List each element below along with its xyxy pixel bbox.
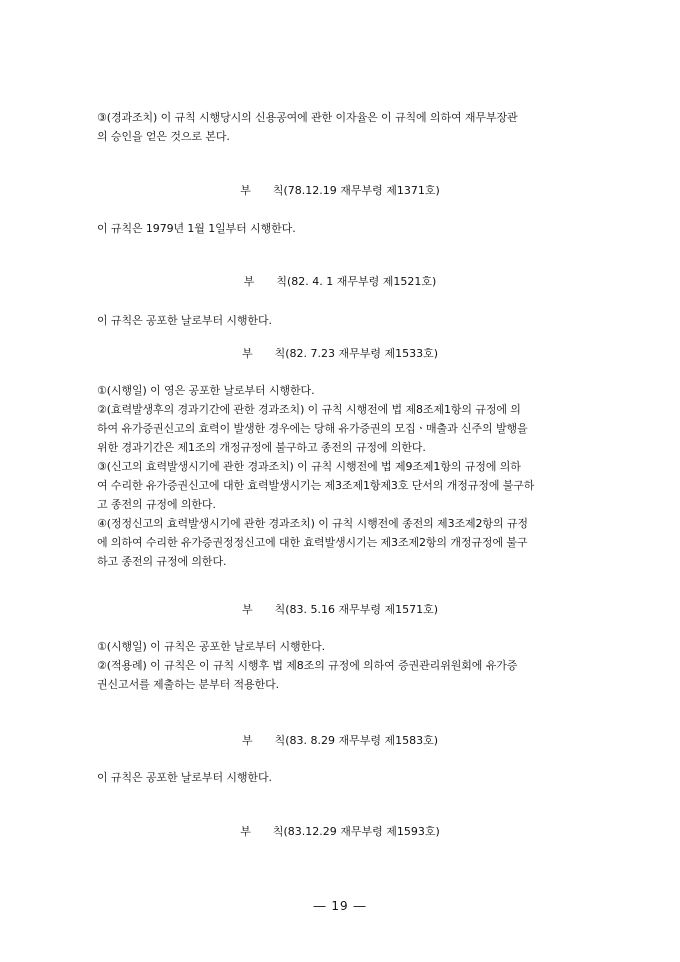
text-line: ③(경과조치) 이 규칙 시행당시의 신용공여에 관한 이자율은 이 규칙에 의하여 재무부장관 bbox=[97, 111, 518, 124]
text-line: 이 규칙은 공포한 날로부터 시행한다. bbox=[97, 314, 272, 327]
addendum-heading-rest: 칙(82. 4. 1 재무부령 제1521호) bbox=[276, 275, 437, 288]
text-line: 하고 종전의 규정에 의한다. bbox=[97, 555, 227, 568]
addendum-heading-bu: 부 bbox=[240, 825, 251, 838]
text-line: ②(효력발생후의 경과기간에 관한 경과조치) 이 규칙 시행전에 법 제8조제1항의 규정에 의 bbox=[97, 403, 521, 416]
addendum-heading-bu: 부 bbox=[241, 603, 253, 616]
addendum-heading-bu: 부 bbox=[240, 184, 251, 197]
addendum-heading-rest: 칙(83.12.29 재무부령 제1593호) bbox=[272, 825, 440, 838]
paragraph-transitional-measure bbox=[97, 108, 589, 146]
text-line: ①(시행일) 이 영은 공포한 날로부터 시행한다. bbox=[97, 384, 315, 397]
addendum-heading bbox=[0, 181, 680, 200]
addendum-heading bbox=[0, 822, 680, 841]
paragraph-effective-date bbox=[97, 768, 589, 787]
paragraph-effective-date bbox=[97, 311, 589, 330]
paragraph-addendum-articles bbox=[97, 637, 589, 694]
page-number: ― 19 ― bbox=[313, 899, 367, 913]
paragraph-effective-date bbox=[97, 219, 589, 238]
addendum-heading-rest: 칙(78.12.19 재무부령 제1371호) bbox=[272, 184, 440, 197]
text-line: ③(신고의 효력발생시기에 관한 경과조치) 이 규칙 시행전에 법 제9조제1항의 규정에 의하 bbox=[97, 460, 521, 473]
addendum-heading bbox=[0, 344, 680, 363]
paragraph-addendum-articles bbox=[97, 381, 589, 571]
text-line: 이 규칙은 1979년 1월 1일부터 시행한다. bbox=[97, 222, 296, 235]
text-line: ①(시행일) 이 규칙은 공포한 날로부터 시행한다. bbox=[97, 640, 325, 653]
text-line: 하여 유가증권신고의 효력이 발생한 경우에는 당해 유가증권의 모집ㆍ매출과 신주의 발행을 bbox=[97, 422, 528, 435]
addendum-heading-bu: 부 bbox=[243, 275, 255, 288]
text-line: 의 승인을 얻은 것으로 본다. bbox=[97, 130, 230, 143]
addendum-heading bbox=[0, 600, 680, 619]
text-line: ②(적용례) 이 규칙은 이 규칙 시행후 법 제8조의 규정에 의하여 증권관리위원회에 유가증 bbox=[97, 659, 518, 672]
addendum-heading-rest: 칙(83. 8.29 재무부령 제1583호) bbox=[274, 734, 439, 747]
text-line: 이 규칙은 공포한 날로부터 시행한다. bbox=[97, 771, 272, 784]
addendum-heading-rest: 칙(83. 5.16 재무부령 제1571호) bbox=[274, 603, 439, 616]
text-line: 여 수리한 유가증권신고에 대한 효력발생시기는 제3조제1항제3호 단서의 개정규정에 불구하 bbox=[97, 479, 535, 492]
text-line: 권신고서를 제출하는 분부터 적용한다. bbox=[97, 678, 280, 691]
text-line: 에 의하여 수리한 유가증권정정신고에 대한 효력발생시기는 제3조제2항의 개정규정에 불구 bbox=[97, 536, 528, 549]
addendum-heading bbox=[0, 272, 680, 291]
addendum-heading-bu: 부 bbox=[241, 347, 253, 360]
text-line: ④(정정신고의 효력발생시기에 관한 경과조치) 이 규칙 시행전에 종전의 제3조제2항의 규정 bbox=[97, 517, 528, 530]
addendum-heading-rest: 칙(82. 7.23 재무부령 제1533호) bbox=[274, 347, 439, 360]
text-line: 위한 경과기간은 제1조의 개정규정에 불구하고 종전의 규정에 의한다. bbox=[97, 441, 426, 454]
addendum-heading bbox=[0, 731, 680, 750]
addendum-heading-bu: 부 bbox=[241, 734, 253, 747]
text-line: 고 종전의 규정에 의한다. bbox=[97, 498, 216, 511]
